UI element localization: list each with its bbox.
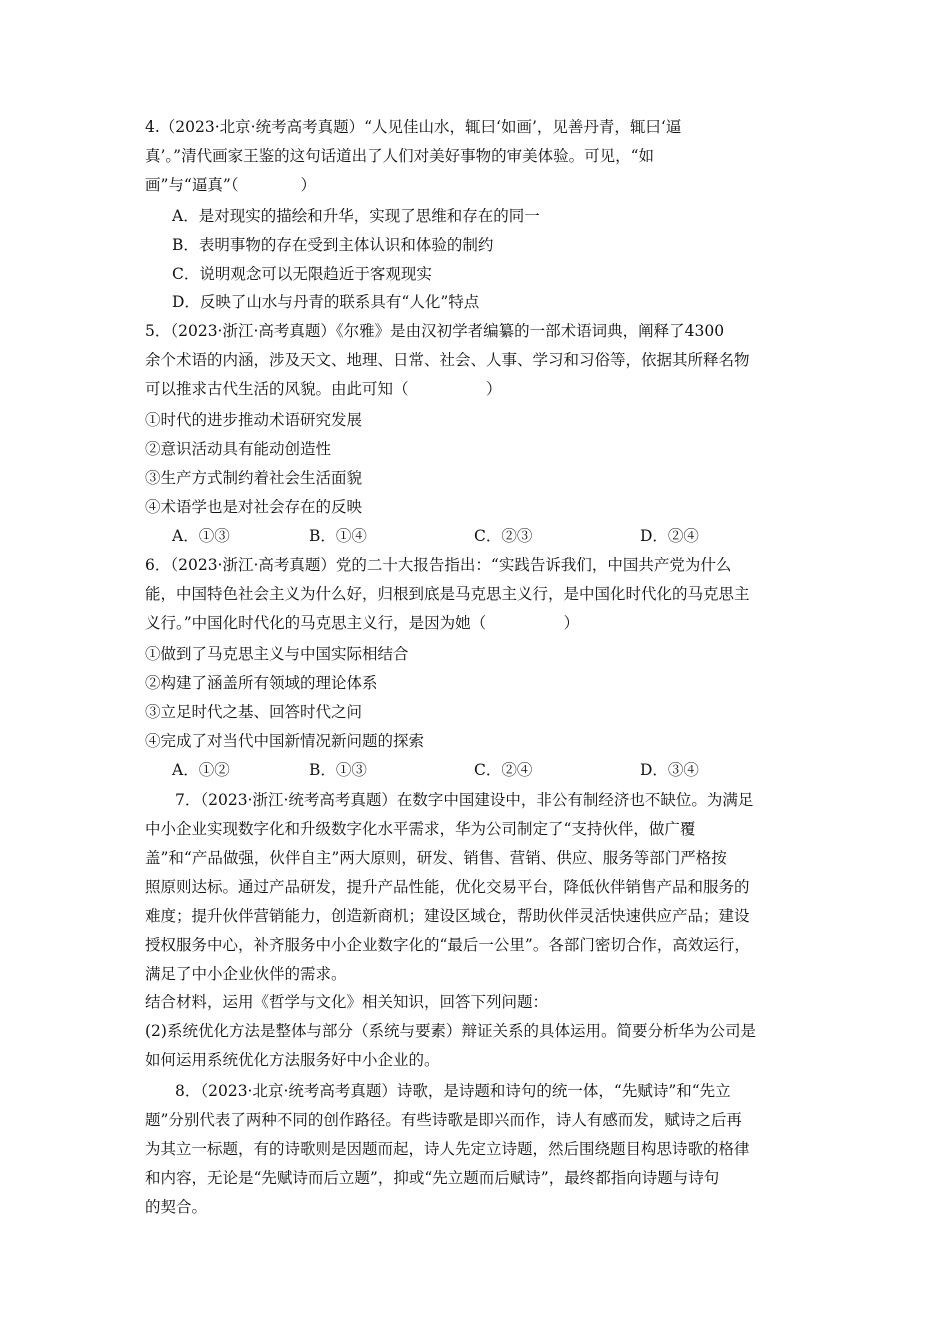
q7-material-line-6: 授权服务中心，补齐服务中小企业数字化的“最后一公里”。各部门密切合作，高效运行， xyxy=(145,936,750,954)
q8-material-line-5: 的契合。 xyxy=(145,1198,208,1216)
q7-material-line-5: 难度；提升伙伴营销能力，创造新商机；建设区域仓，帮助伙伴灵活快速供应产品；建设 xyxy=(145,907,750,925)
q6-option-b: B．①③ xyxy=(309,761,367,779)
q8-material-line-2: 题”分别代表了两种不同的创作路径。有些诗歌是即兴而作，诗人有感而发，赋诗之后再 xyxy=(145,1111,742,1129)
q7-material-line-7: 满足了中小企业伙伴的需求。 xyxy=(145,965,347,983)
q5-stem-line-1: 5．（2023·浙江·高考真题）《尔雅》是由汉初学者编纂的一部术语词典，阐释了4300 xyxy=(145,322,725,340)
q7-subquestion-line-2: 如何运用系统优化方法服务好中小企业的。 xyxy=(145,1051,440,1069)
q6-option-c: C．②④ xyxy=(474,761,533,779)
q5-stem-line-2: 余个术语的内涵，涉及天文、地理、日常、社会、人事、学习和习俗等，依据其所释名物 xyxy=(145,351,750,369)
q7-material-line-1: 7．（2023·浙江·统考高考真题）在数字中国建设中，非公有制经济也不缺位。为满足 xyxy=(175,791,754,809)
q5-item-4: ④术语学也是对社会存在的反映 xyxy=(145,498,363,516)
q4-option-c: C．说明观念可以无限趋近于客观现实 xyxy=(172,265,432,283)
q7-subquestion-line-1: (2)系统优化方法是整体与部分（系统与要素）辩证关系的具体运用。简要分析华为公司是 xyxy=(145,1022,756,1040)
q4-stem-line-3: 画”与“逼真”（ ） xyxy=(145,176,317,194)
q6-item-2: ②构建了涵盖所有领域的理论体系 xyxy=(145,674,378,692)
q6-item-1: ①做到了马克思主义与中国实际相结合 xyxy=(145,645,409,663)
q5-option-a: A．①③ xyxy=(172,527,230,545)
q7-material-line-4: 照原则达标。通过产品研发，提升产品性能，优化交易平台，降低伙伴销售产品和服务的 xyxy=(145,878,750,896)
q6-item-3: ③立足时代之基、回答时代之问 xyxy=(145,703,363,721)
q6-option-d: D．③④ xyxy=(640,761,699,779)
q5-option-c: C．②③ xyxy=(474,527,533,545)
q7-prompt: 结合材料，运用《哲学与文化》相关知识，回答下列问题： xyxy=(145,993,549,1011)
q5-item-1: ①时代的进步推动术语研究发展 xyxy=(145,411,363,429)
q4-option-b: B．表明事物的存在受到主体认识和体验的制约 xyxy=(172,236,494,254)
q6-stem-line-2: 能，中国特色社会主义为什么好，归根到底是马克思主义行，是中国化时代化的马克思主 xyxy=(145,585,750,603)
q6-stem-line-1: 6．（2023·浙江·高考真题）党的二十大报告指出：“实践告诉我们，中国共产党为什么 xyxy=(145,556,732,574)
q4-option-a: A．是对现实的描绘和升华，实现了思维和存在的同一 xyxy=(172,207,540,225)
q7-material-line-3: 盖”和“产品做强，伙伴自主”两大原则，研发、销售、营销、供应、服务等部门严格按 xyxy=(145,849,727,867)
q4-stem-line-1: 4.（2023·北京·统考高考真题）“人见佳山水，辄曰‘如画’，见善丹青，辄曰‘逼 xyxy=(145,118,682,136)
q8-material-line-1: 8．（2023·北京·统考高考真题）诗歌，是诗题和诗句的统一体，“先赋诗”和“先立 xyxy=(175,1082,731,1100)
q5-stem-line-3: 可以推求古代生活的风貌。由此可知（ ） xyxy=(145,380,502,398)
q5-option-d: D．②④ xyxy=(640,527,699,545)
q5-item-3: ③生产方式制约着社会生活面貌 xyxy=(145,469,363,487)
q6-stem-line-3: 义行。”中国化时代化的马克思主义行，是因为她（ ） xyxy=(145,614,580,632)
q8-material-line-3: 为其立一标题，有的诗歌则是因题而起，诗人先定立诗题，然后围绕题目构思诗歌的格律 xyxy=(145,1140,750,1158)
q7-material-line-2: 中小企业实现数字化和升级数字化水平需求，华为公司制定了“支持伙伴，做广覆 xyxy=(145,820,696,838)
q8-material-line-4: 和内容，无论是“先赋诗而后立题”，抑或“先立题而后赋诗”，最终都指向诗题与诗句 xyxy=(145,1169,720,1187)
q5-item-2: ②意识活动具有能动创造性 xyxy=(145,440,332,458)
q6-item-4: ④完成了对当代中国新情况新问题的探索 xyxy=(145,732,425,750)
q4-stem-line-2: 真’。”清代画家王鉴的这句话道出了人们对美好事物的审美体验。可见，“如 xyxy=(145,147,655,165)
q4-option-d: D．反映了山水与丹青的联系具有“人化”特点 xyxy=(172,293,480,311)
q5-option-b: B．①④ xyxy=(309,527,367,545)
q6-option-a: A．①② xyxy=(172,761,230,779)
